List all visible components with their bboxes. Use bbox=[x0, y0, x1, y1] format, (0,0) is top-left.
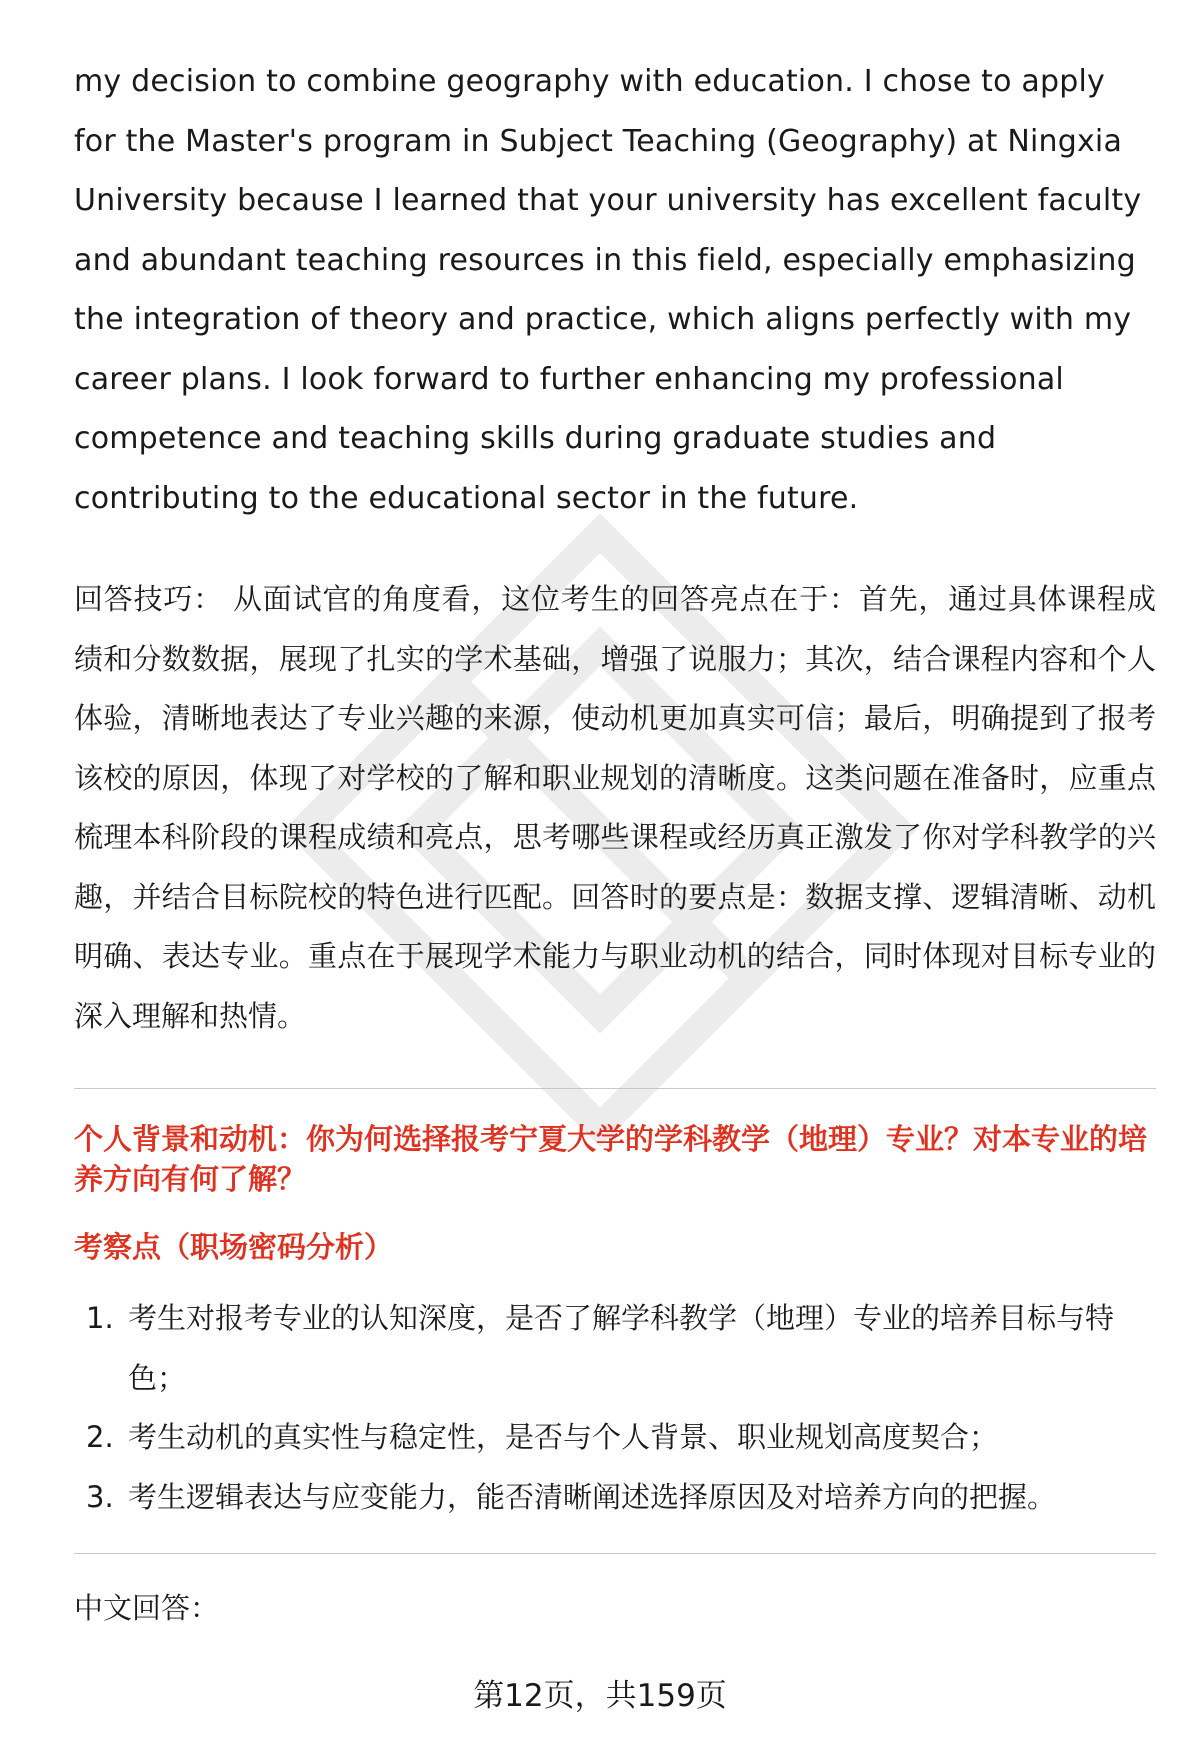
document-page bbox=[74, 52, 1156, 1628]
answer-label: 中文回答： bbox=[74, 1591, 220, 1625]
list-item-text: 考生逻辑表达与应变能力，能否清晰阐述选择原因及对培养方向的把握。 bbox=[128, 1479, 1057, 1514]
assessment-list bbox=[74, 1289, 1156, 1527]
question-heading: 个人背景和动机：你为何选择报考宁夏大学的学科教学（地理）专业？对本专业的培养方向有何了解？ bbox=[74, 1122, 1148, 1196]
intro-paragraph: my decision to combine geography with education. I chose to apply for the Master's program in Subject Teaching (Geography) at Ningxia University because I learned that your university has excellent faculty and abundant teaching resources in this field, especially emphasizing the integration of theory and practice, which aligns perfectly with my career plans. I look forward to further enhancing my professional competence and teaching skills during graduate studies and contributing to the educational sector in the future. bbox=[74, 64, 1142, 516]
list-item-number: 1. bbox=[86, 1301, 114, 1335]
section-divider bbox=[74, 1553, 1156, 1554]
assessment-heading: 考察点（职场密码分析） bbox=[74, 1230, 394, 1264]
list-item-number: 3. bbox=[86, 1479, 114, 1514]
tips-paragraph: 回答技巧： 从面试官的角度看，这位考生的回答亮点在于：首先，通过具体课程成绩和分数数据，展现了扎实的学术基础，增强了说服力；其次，结合课程内容和个人体验，清晰地表达了专业兴趣的来源，使动机更加真实可信；最后，明确提到了报考该校的原因，体现了对学校的了解和职业规划的清晰度。这类问题在准备时，应重点梳理本科阶段的课程成绩和亮点，思考哪些课程或经历真正激发了你对学科教学的兴趣，并结合目标院校的特色进行匹配。回答时的要点是：数据支撑、逻辑清晰、动机明确、表达专业。重点在于展现学术能力与职业动机的结合，同时体现对目标专业的深入理解和热情。 bbox=[74, 582, 1156, 1033]
list-item bbox=[74, 1289, 1156, 1408]
list-item bbox=[74, 1408, 1156, 1468]
page-footer: 第12页，共159页 bbox=[473, 1678, 727, 1714]
list-item-number: 2. bbox=[86, 1420, 114, 1454]
section-divider bbox=[74, 1088, 1156, 1089]
list-item bbox=[74, 1468, 1156, 1528]
list-item-text: 考生对报考专业的认知深度，是否了解学科教学（地理）专业的培养目标与特色； bbox=[128, 1301, 1115, 1395]
list-item-text: 考生动机的真实性与稳定性，是否与个人背景、职业规划高度契合； bbox=[128, 1420, 999, 1454]
